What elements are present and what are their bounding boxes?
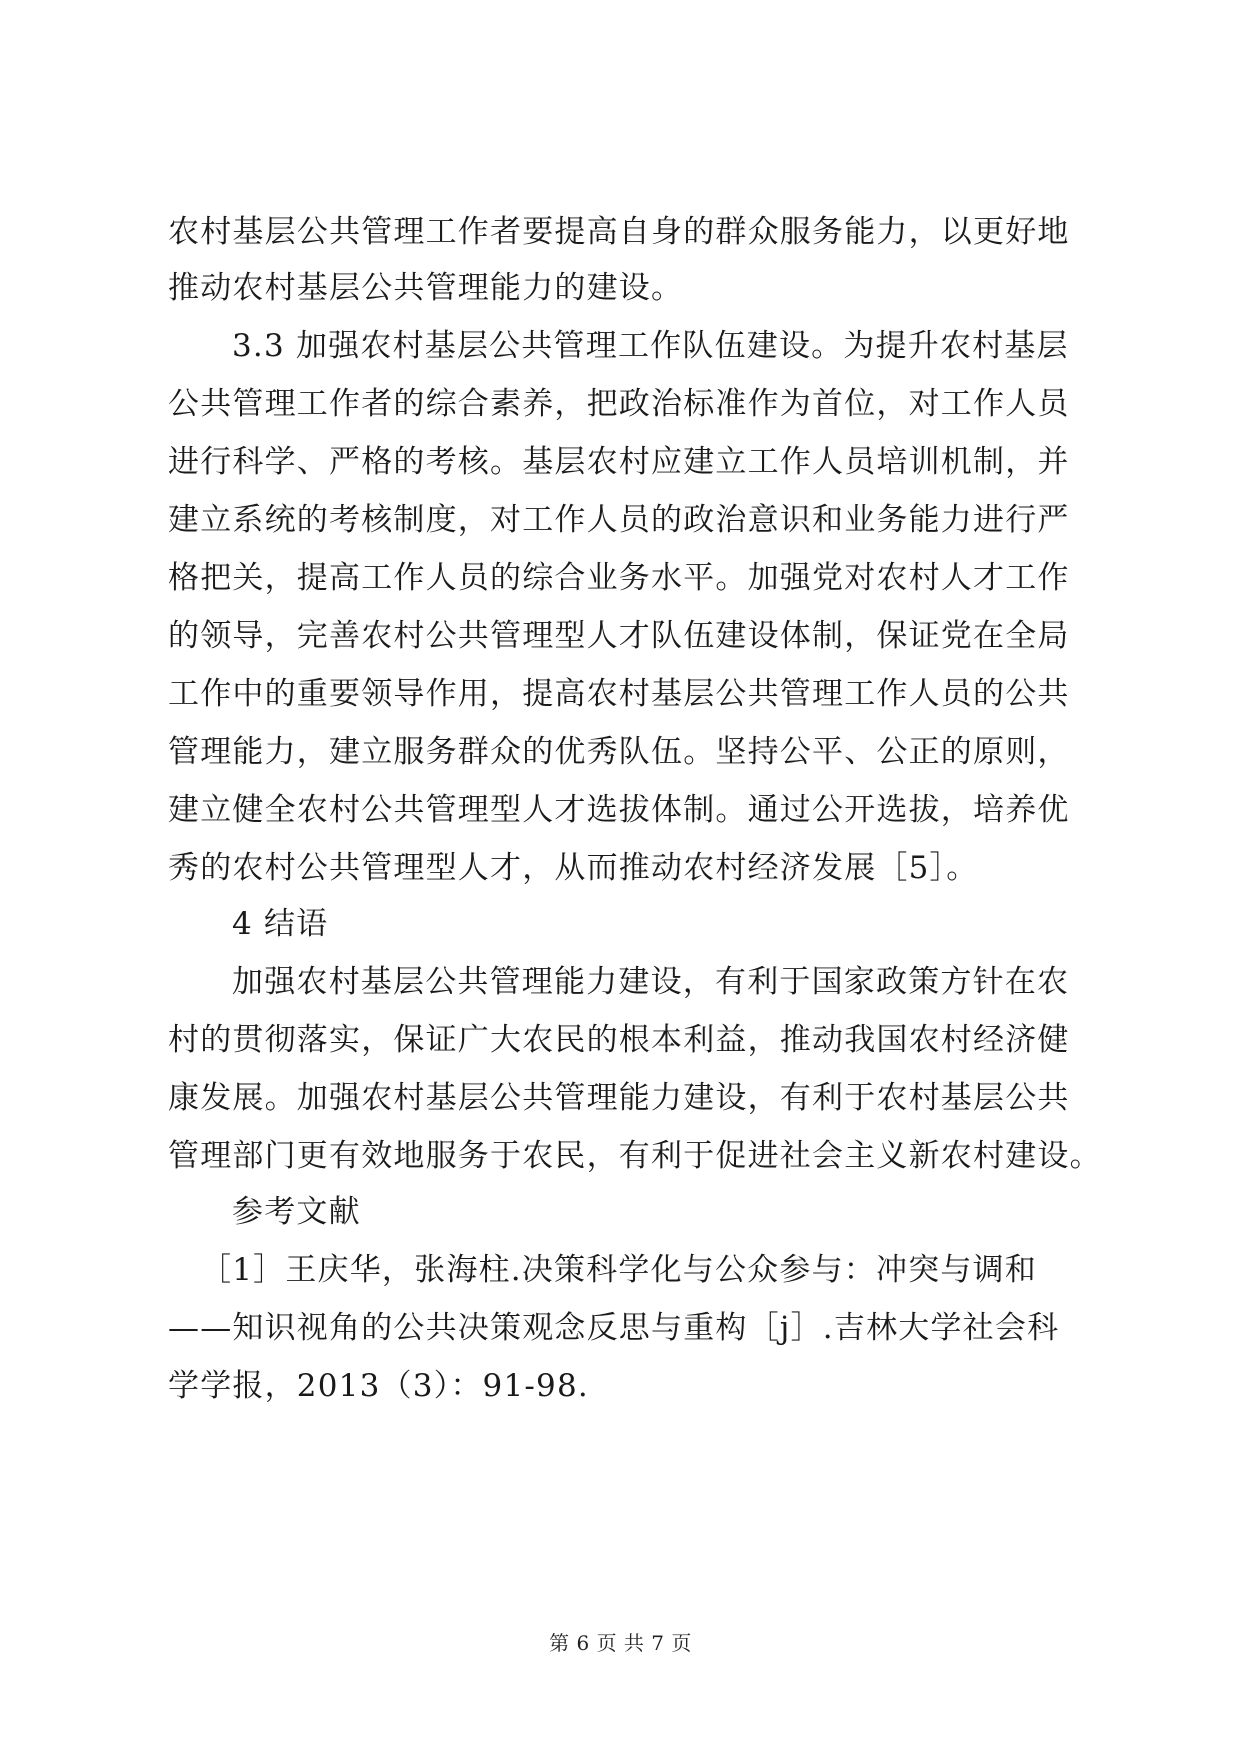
paragraph-line: 加强农村基层公共管理能力建设，有利于国家政策方针在农 — [232, 964, 1070, 1000]
paragraph-line: 工作中的重要领导作用，提高农村基层公共管理工作人员的公共 — [168, 676, 1070, 712]
paragraph-line: 建立系统的考核制度，对工作人员的政治意识和业务能力进行严 — [168, 502, 1070, 538]
paragraph-line: 的领导，完善农村公共管理型人才队伍建设体制，保证党在全局 — [168, 618, 1070, 654]
page-number-footer: 第 6 页 共 7 页 — [549, 1631, 692, 1655]
section-heading: 4 结语 — [232, 906, 329, 942]
paragraph-line: 村的贯彻落实，保证广大农民的根本利益，推动我国农村经济健 — [168, 1022, 1070, 1058]
paragraph-line: 推动农村基层公共管理能力的建设。 — [168, 270, 684, 306]
section-heading-line: 3.3 加强农村基层公共管理工作队伍建设。为提升农村基层 — [232, 328, 1069, 364]
references-heading: 参考文献 — [232, 1194, 361, 1230]
paragraph-line: 公共管理工作者的综合素养，把政治标准作为首位，对工作人员 — [168, 386, 1070, 422]
paragraph-line: 格把关，提高工作人员的综合业务水平。加强党对农村人才工作 — [168, 560, 1070, 596]
paragraph-line: 农村基层公共管理工作者要提高自身的群众服务能力，以更好地 — [168, 214, 1070, 250]
paragraph-line: 管理能力，建立服务群众的优秀队伍。坚持公平、公正的原则， — [168, 734, 1070, 770]
paragraph-line: 康发展。加强农村基层公共管理能力建设，有利于农村基层公共 — [168, 1080, 1070, 1116]
reference-item-line: ［1］王庆华，张海柱.决策科学化与公众参与：冲突与调和 — [200, 1252, 1037, 1288]
paragraph-line: 秀的农村公共管理型人才，从而推动农村经济发展［5］。 — [168, 850, 979, 886]
reference-item-line: 学学报，2013（3）：91-98. — [168, 1368, 589, 1404]
paragraph-line: 建立健全农村公共管理型人才选拔体制。通过公开选拔，培养优 — [168, 792, 1070, 828]
reference-item-line: ——知识视角的公共决策观念反思与重构［j］.吉林大学社会科 — [168, 1310, 1060, 1346]
paragraph-line: 进行科学、严格的考核。基层农村应建立工作人员培训机制，并 — [168, 444, 1070, 480]
paragraph-line: 管理部门更有效地服务于农民，有利于促进社会主义新农村建设。 — [168, 1138, 1102, 1174]
